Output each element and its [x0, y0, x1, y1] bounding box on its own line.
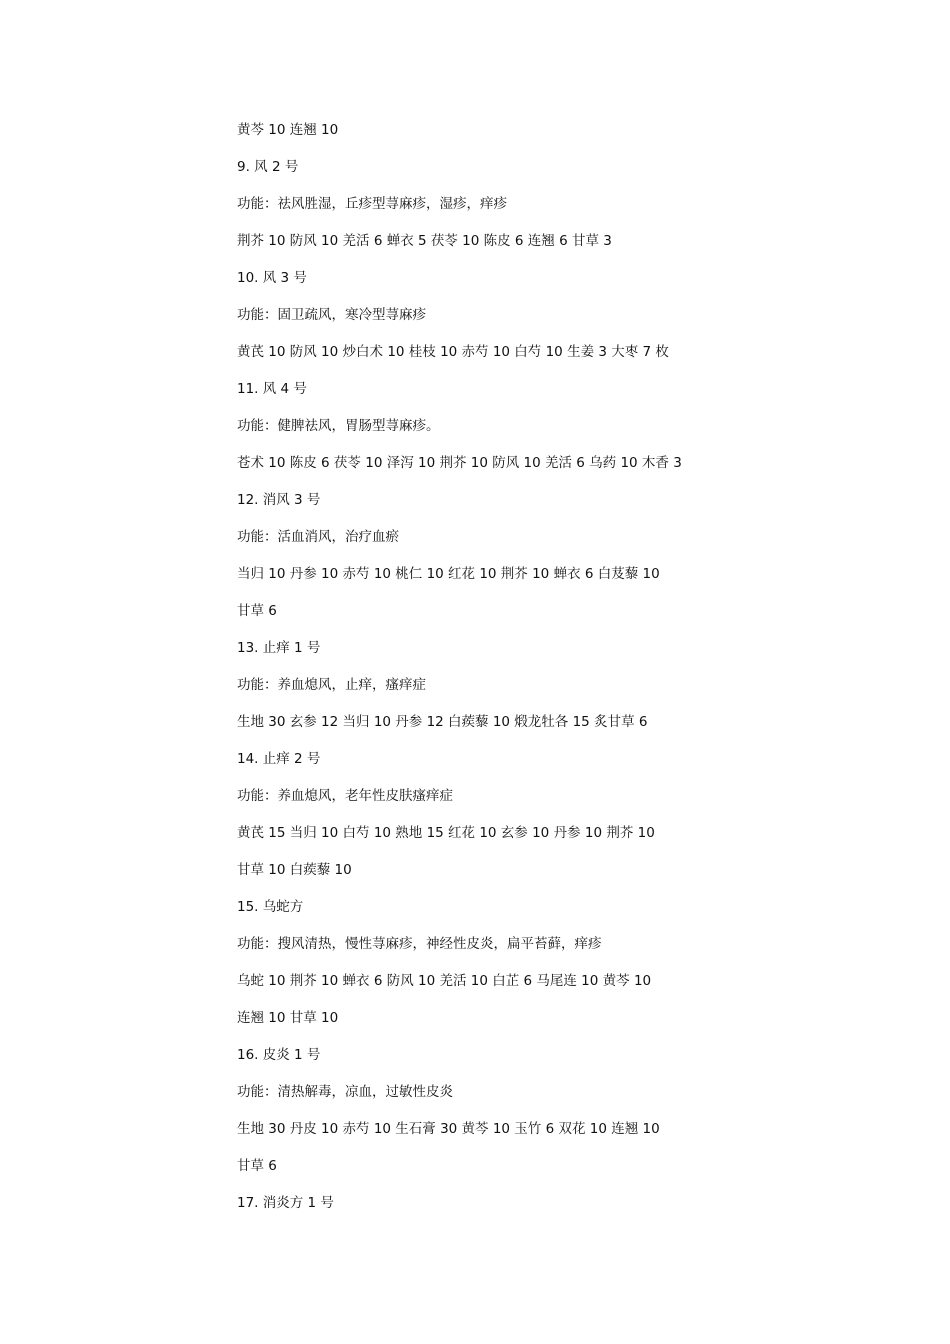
- formula-line: 生地 30 玄参 12 当归 10 丹参 12 白蒺藜 10 煅龙牡各 15 炙甘草 6: [237, 714, 648, 730]
- formula-line: 甘草 10 白蒺藜 10: [237, 862, 352, 878]
- section-heading: 11. 风 4 号: [237, 381, 307, 397]
- section-heading: 12. 消风 3 号: [237, 492, 321, 508]
- section-heading: 15. 乌蛇方: [237, 899, 304, 915]
- function-line: 功能：搜风清热，慢性荨麻疹，神经性皮炎，扁平苔藓，痒疹: [237, 936, 602, 952]
- formula-line: 生地 30 丹皮 10 赤芍 10 生石膏 30 黄芩 10 玉竹 6 双花 10 连翘 10: [237, 1121, 660, 1137]
- formula-line: 黄芪 15 当归 10 白芍 10 熟地 15 红花 10 玄参 10 丹参 10 荆芥 10: [237, 825, 655, 841]
- formula-line: 黄芪 10 防风 10 炒白术 10 桂枝 10 赤芍 10 白芍 10 生姜 3 大枣 7 枚: [237, 344, 669, 360]
- function-line: 功能：养血熄风，老年性皮肤瘙痒症: [237, 788, 453, 804]
- section-heading: 9. 风 2 号: [237, 159, 299, 175]
- text-line: 黄芩 10 连翘 10: [237, 122, 339, 138]
- formula-line: 连翘 10 甘草 10: [237, 1010, 339, 1026]
- document-body: [237, 118, 797, 1228]
- function-line: 功能：活血消风，治疗血瘀: [237, 529, 399, 545]
- formula-line: 乌蛇 10 荆芥 10 蝉衣 6 防风 10 羌活 10 白芷 6 马尾连 10 黄芩 10: [237, 973, 652, 989]
- section-heading: 16. 皮炎 1 号: [237, 1047, 321, 1063]
- function-line: 功能：固卫疏风，寒冷型荨麻疹: [237, 307, 426, 323]
- function-line: 功能：清热解毒，凉血，过敏性皮炎: [237, 1084, 453, 1100]
- function-line: 功能：祛风胜湿，丘疹型荨麻疹，湿疹，痒疹: [237, 196, 507, 212]
- formula-line: 苍术 10 陈皮 6 茯苓 10 泽泻 10 荆芥 10 防风 10 羌活 6 乌药 10 木香 3: [237, 455, 682, 471]
- function-line: 功能：健脾祛风，胃肠型荨麻疹。: [237, 418, 440, 434]
- section-heading: 10. 风 3 号: [237, 270, 307, 286]
- function-line: 功能：养血熄风，止痒，瘙痒症: [237, 677, 426, 693]
- formula-line: 甘草 6: [237, 603, 277, 619]
- formula-line: 荆芥 10 防风 10 羌活 6 蝉衣 5 茯苓 10 陈皮 6 连翘 6 甘草 3: [237, 233, 612, 249]
- section-heading: 13. 止痒 1 号: [237, 640, 321, 656]
- section-heading: 17. 消炎方 1 号: [237, 1195, 334, 1211]
- section-heading: 14. 止痒 2 号: [237, 751, 321, 767]
- formula-line: 当归 10 丹参 10 赤芍 10 桃仁 10 红花 10 荆芥 10 蝉衣 6 白芨藜 10: [237, 566, 660, 582]
- formula-line: 甘草 6: [237, 1158, 277, 1174]
